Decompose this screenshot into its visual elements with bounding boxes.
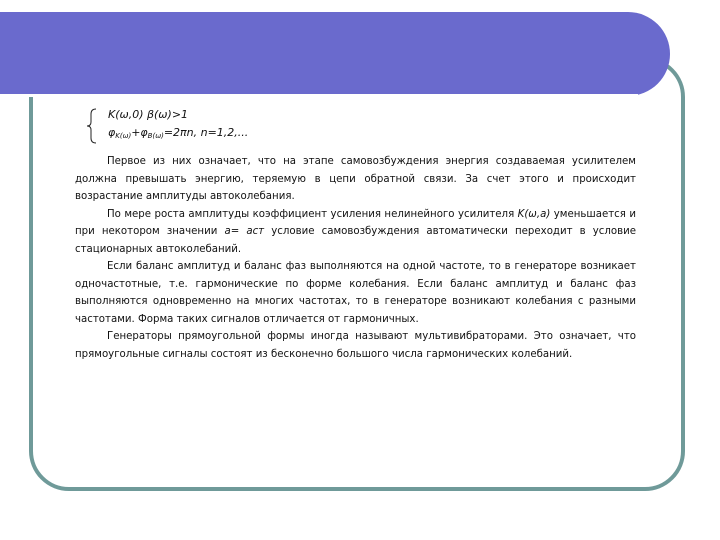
paragraph-1: Первое из них означает, что на этапе самовозбуждения энергия создаваемая усилителем должна превышать энергию, теряемую в цепи обратной связи. За счет этого и происходит возрастание амплитуды автоколебания. xyxy=(75,156,636,202)
left-brace-icon xyxy=(86,108,98,144)
paragraph-3: Если баланс амплитуд и баланс фаз выполняются на одной частоте, то в генераторе возникает одночастотные, т.е. гармонические по форме колебания. Если баланс амплитуд и баланс фаз выполняются одновременно на многих частотах, то в генераторе возникают колебания с разными частотами. Форма таких сигналов отличается от гармоничных. xyxy=(75,261,636,325)
amplitude-balance-condition: K(ω,0) β(ω)>1 xyxy=(108,108,189,121)
title-banner xyxy=(0,12,670,96)
body-text xyxy=(75,153,636,363)
paragraph-4: Генераторы прямоугольной формы иногда называют мультивибраторами. Это означает, что прямоугольные сигналы состоят из бесконечно большого числа гармонических колебаний. xyxy=(75,331,636,360)
self-excitation-conditions xyxy=(86,107,386,143)
banner-underline xyxy=(0,94,638,97)
phase-balance-condition: $\varphi_{K(\omega)}+\varphi_{B(\omega)}=2\pi n$, n=1,2,... xyxy=(108,126,249,140)
paragraph-2: По мере роста амплитуды коэффициент усиления нелинейного усилителя K(ω,a) уменьшается и при некотором значении a= аст условие самовозбуждения автоматически переходит в условие стационарных автоколебаний. xyxy=(75,208,637,255)
